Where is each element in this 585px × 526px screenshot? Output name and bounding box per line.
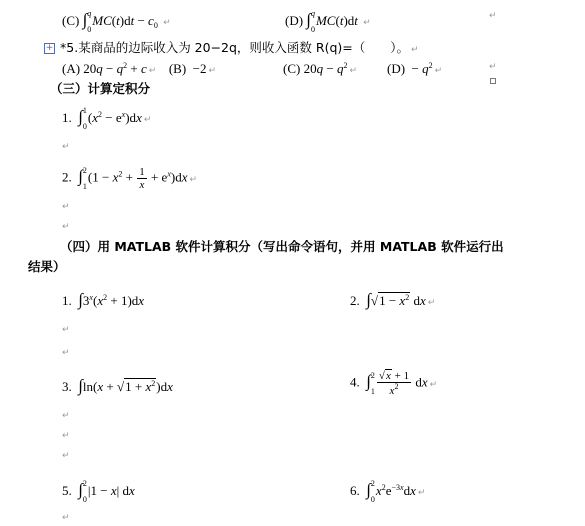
blank-line-mark: ↵	[62, 451, 70, 461]
section4-item-5: 5. ∫ 2 0 |1 − x| dx	[62, 479, 135, 505]
q5-prefix: *5.	[60, 40, 79, 55]
section3-item-1: 1. ∫ 1 0 $(x^2 - e^x)dx$ ↵	[62, 106, 152, 132]
section4-item-4: 4. ∫ 2 1 $\frac{√x + 1}{x^2}$ dx ↵	[350, 370, 438, 398]
blank-line-mark: ↵	[62, 348, 70, 358]
blank-line-mark: ↵	[62, 325, 70, 335]
section4-title-line1: （四）用 MATLAB 软件计算积分（写出命令语句，并用 MATLAB 软件运行出	[60, 239, 504, 254]
option-c-top-expr: ∫ q 0 $MC(t)dt - c_0$	[82, 9, 158, 35]
section4-item-3: 3. $\int\ln(x + √1 + x^2)dx$	[62, 376, 173, 395]
section3-item-2: 2. ∫ 2 1 ($1 - x^2$ + $\frac{1}{x}$ + $e^x)dx$ ↵	[62, 165, 198, 192]
option-c-top-label: (C)	[62, 13, 80, 28]
blank-line-mark: ↵	[62, 411, 70, 421]
section4-title-line2: 结果）	[28, 259, 66, 274]
blank-line-mark: ↵	[62, 513, 70, 523]
blank-line-mark: ↵	[62, 202, 70, 212]
q5-option-d: $(D) - q^2↵$	[387, 61, 443, 76]
option-d-top-expr: ∫ q 0 MC(t)dt	[306, 9, 358, 35]
blank-line-mark: ↵	[62, 222, 70, 232]
q5-text: 某商品的边际收入为 20−2q，则收入函数 R(q)=（ ）。	[78, 40, 409, 55]
section4-item-6: 6. ∫ 2 0 $x^2e^{-3x}dx$ ↵	[350, 479, 426, 505]
right-margin-return-mark-2: ↵	[489, 62, 497, 72]
option-d-top-label: (D)	[285, 13, 304, 28]
q5-option-a: (A) $20q - q^2 + c$ ↵	[62, 61, 157, 76]
blank-line-mark: ↵	[62, 431, 70, 441]
option-d-top: (D) ∫ q 0 MC(t)dt ↵	[285, 9, 371, 35]
section4-item-1: 1. $\int 3^x(x^2 + 1)dx$	[62, 290, 145, 309]
right-margin-return-mark: ↵	[489, 11, 497, 21]
option-c-top: (C) ∫ q 0 $MC(t)dt - c_0$ ↵	[62, 9, 171, 35]
q5-option-c: (C) $20q - q^2↵$	[283, 61, 357, 76]
blank-line-mark: ↵	[62, 142, 70, 152]
section3-title: （三）计算定积分	[50, 81, 151, 96]
q5-option-b: (B) −2 ↵	[168, 61, 217, 76]
plus-square-icon[interactable]: +	[45, 43, 54, 53]
q5-stem: *5.某商品的边际收入为 20−2q，则收入函数 R(q)=（ ）。 ↵	[60, 40, 419, 55]
section4-item-2: 2. $\int√1 - x^2$ dx ↵	[350, 290, 436, 309]
small-square-marker	[490, 78, 496, 84]
q5-options	[62, 62, 216, 76]
